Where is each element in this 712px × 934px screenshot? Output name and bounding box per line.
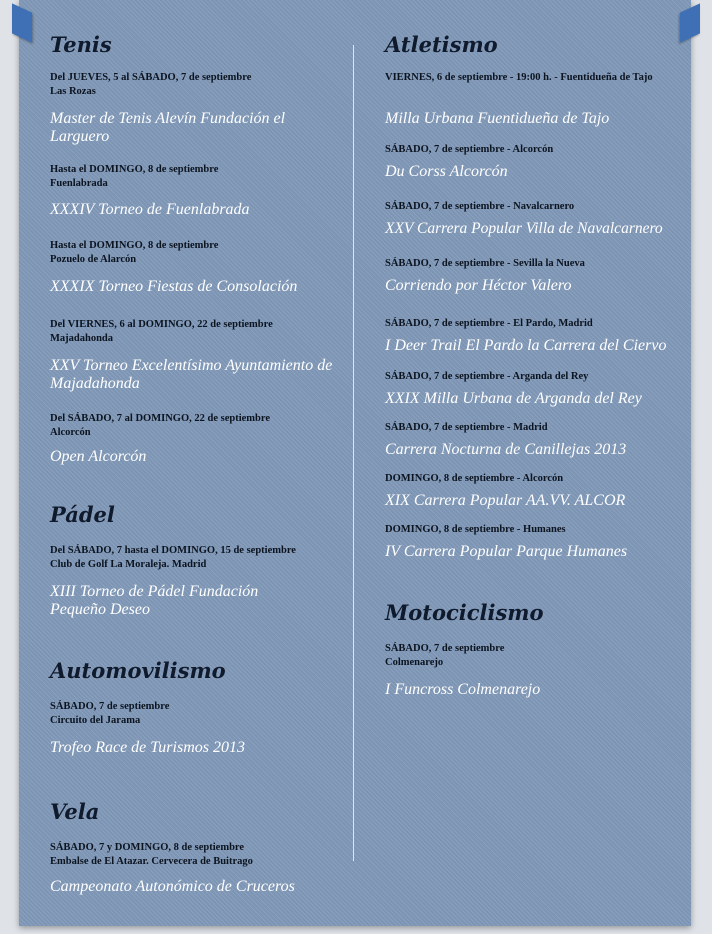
event-name[interactable]: Open Alcorcón xyxy=(50,448,147,465)
event-name[interactable]: XXXIV Torneo de Fuenlabrada xyxy=(50,201,250,218)
event-name[interactable]: Du Corss Alcorcón xyxy=(385,163,508,180)
event-meta: SÁBADO, 7 de septiembre - Sevilla la Nueva xyxy=(385,258,585,269)
event-date: Hasta el DOMINGO, 8 de septiembre xyxy=(50,164,219,175)
event-date: SÁBADO, 7 de septiembre xyxy=(50,701,170,712)
event-meta: SÁBADO, 7 de septiembre - El Pardo, Madrid xyxy=(385,318,593,329)
event-date: Del SÁBADO, 7 al DOMINGO, 22 de septiembre xyxy=(50,413,271,424)
section-title-vela: Vela xyxy=(50,799,100,824)
event-place: Colmenarejo xyxy=(385,657,444,668)
event-name[interactable]: XXV Torneo Excelentísimo Ayuntamiento de Majadahonda xyxy=(50,357,333,392)
event-date: Del VIERNES, 6 al DOMINGO, 22 de septiembre xyxy=(50,319,273,330)
event-name[interactable]: Trofeo Race de Turismos 2013 xyxy=(50,739,245,756)
event-meta xyxy=(50,318,340,346)
event-place: Embalse de El Atazar. Cervecera de Buitrago xyxy=(50,856,253,867)
event-place: Fuenlabrada xyxy=(50,178,108,189)
event-meta xyxy=(50,412,340,440)
event-meta xyxy=(50,841,345,869)
event-date: SÁBADO, 7 y DOMINGO, 8 de septiembre xyxy=(50,842,245,853)
event-meta: SÁBADO, 7 de septiembre - Navalcarnero xyxy=(385,201,575,212)
event-name[interactable]: XXV Carrera Popular Villa de Navalcarnero xyxy=(385,220,663,237)
event-name[interactable]: IV Carrera Popular Parque Humanes xyxy=(385,543,628,560)
event-meta: SÁBADO, 7 de septiembre - Alcorcón xyxy=(385,144,554,155)
event-meta: DOMINGO, 8 de septiembre - Alcorcón xyxy=(385,473,564,484)
event-name[interactable]: Campeonato Autonómico de Cruceros xyxy=(50,878,295,895)
event-date: Hasta el DOMINGO, 8 de septiembre xyxy=(50,240,219,251)
event-meta xyxy=(50,239,340,267)
section-title-automovilismo: Automovilismo xyxy=(50,658,226,683)
section-title-padel: Pádel xyxy=(50,502,115,527)
event-name[interactable]: Milla Urbana Fuentidueña de Tajo xyxy=(385,110,610,127)
event-place: Las Rozas xyxy=(50,86,96,97)
event-date: Del JUEVES, 5 al SÁBADO, 7 de septiembre xyxy=(50,72,252,83)
event-meta: DOMINGO, 8 de septiembre - Humanes xyxy=(385,524,566,535)
event-name[interactable]: Master de Tenis Alevín Fundación el Larguero xyxy=(50,110,286,145)
event-meta xyxy=(385,642,675,670)
event-date: Del SÁBADO, 7 hasta el DOMINGO, 15 de septiembre xyxy=(50,545,296,556)
event-name[interactable]: I Funcross Colmenarejo xyxy=(385,681,541,698)
event-place: Majadahonda xyxy=(50,333,114,344)
event-name[interactable]: XIX Carrera Popular AA.VV. ALCOR xyxy=(385,492,626,509)
section-title-tenis: Tenis xyxy=(50,32,112,57)
event-meta xyxy=(50,71,340,99)
event-meta: VIERNES, 6 de septiembre - 19:00 h. - Fuentidueña de Tajo xyxy=(385,72,653,83)
event-meta xyxy=(50,544,345,572)
event-meta xyxy=(50,700,340,728)
event-place: Pozuelo de Alarcón xyxy=(50,254,137,265)
event-name[interactable]: Corriendo por Héctor Valero xyxy=(385,277,572,294)
event-name[interactable]: XXIX Milla Urbana de Arganda del Rey xyxy=(385,390,642,407)
event-name[interactable]: XIII Torneo de Pádel Fundación Pequeño Deseo xyxy=(50,583,259,618)
column-divider xyxy=(353,45,354,861)
event-place: Circuito del Jarama xyxy=(50,715,141,726)
event-name[interactable]: I Deer Trail El Pardo la Carrera del Ciervo xyxy=(385,337,667,354)
event-name[interactable]: XXXIX Torneo Fiestas de Consolación xyxy=(50,278,298,295)
event-meta: SÁBADO, 7 de septiembre - Madrid xyxy=(385,422,548,433)
event-place: Alcorcón xyxy=(50,427,91,438)
section-title-motociclismo: Motociclismo xyxy=(385,600,544,625)
event-meta xyxy=(50,163,340,191)
section-title-atletismo: Atletismo xyxy=(385,32,498,57)
event-date: SÁBADO, 7 de septiembre xyxy=(385,643,505,654)
event-place: Club de Golf La Moraleja. Madrid xyxy=(50,559,207,570)
event-name[interactable]: Carrera Nocturna de Canillejas 2013 xyxy=(385,441,627,458)
event-meta: SÁBADO, 7 de septiembre - Arganda del Rey xyxy=(385,371,589,382)
